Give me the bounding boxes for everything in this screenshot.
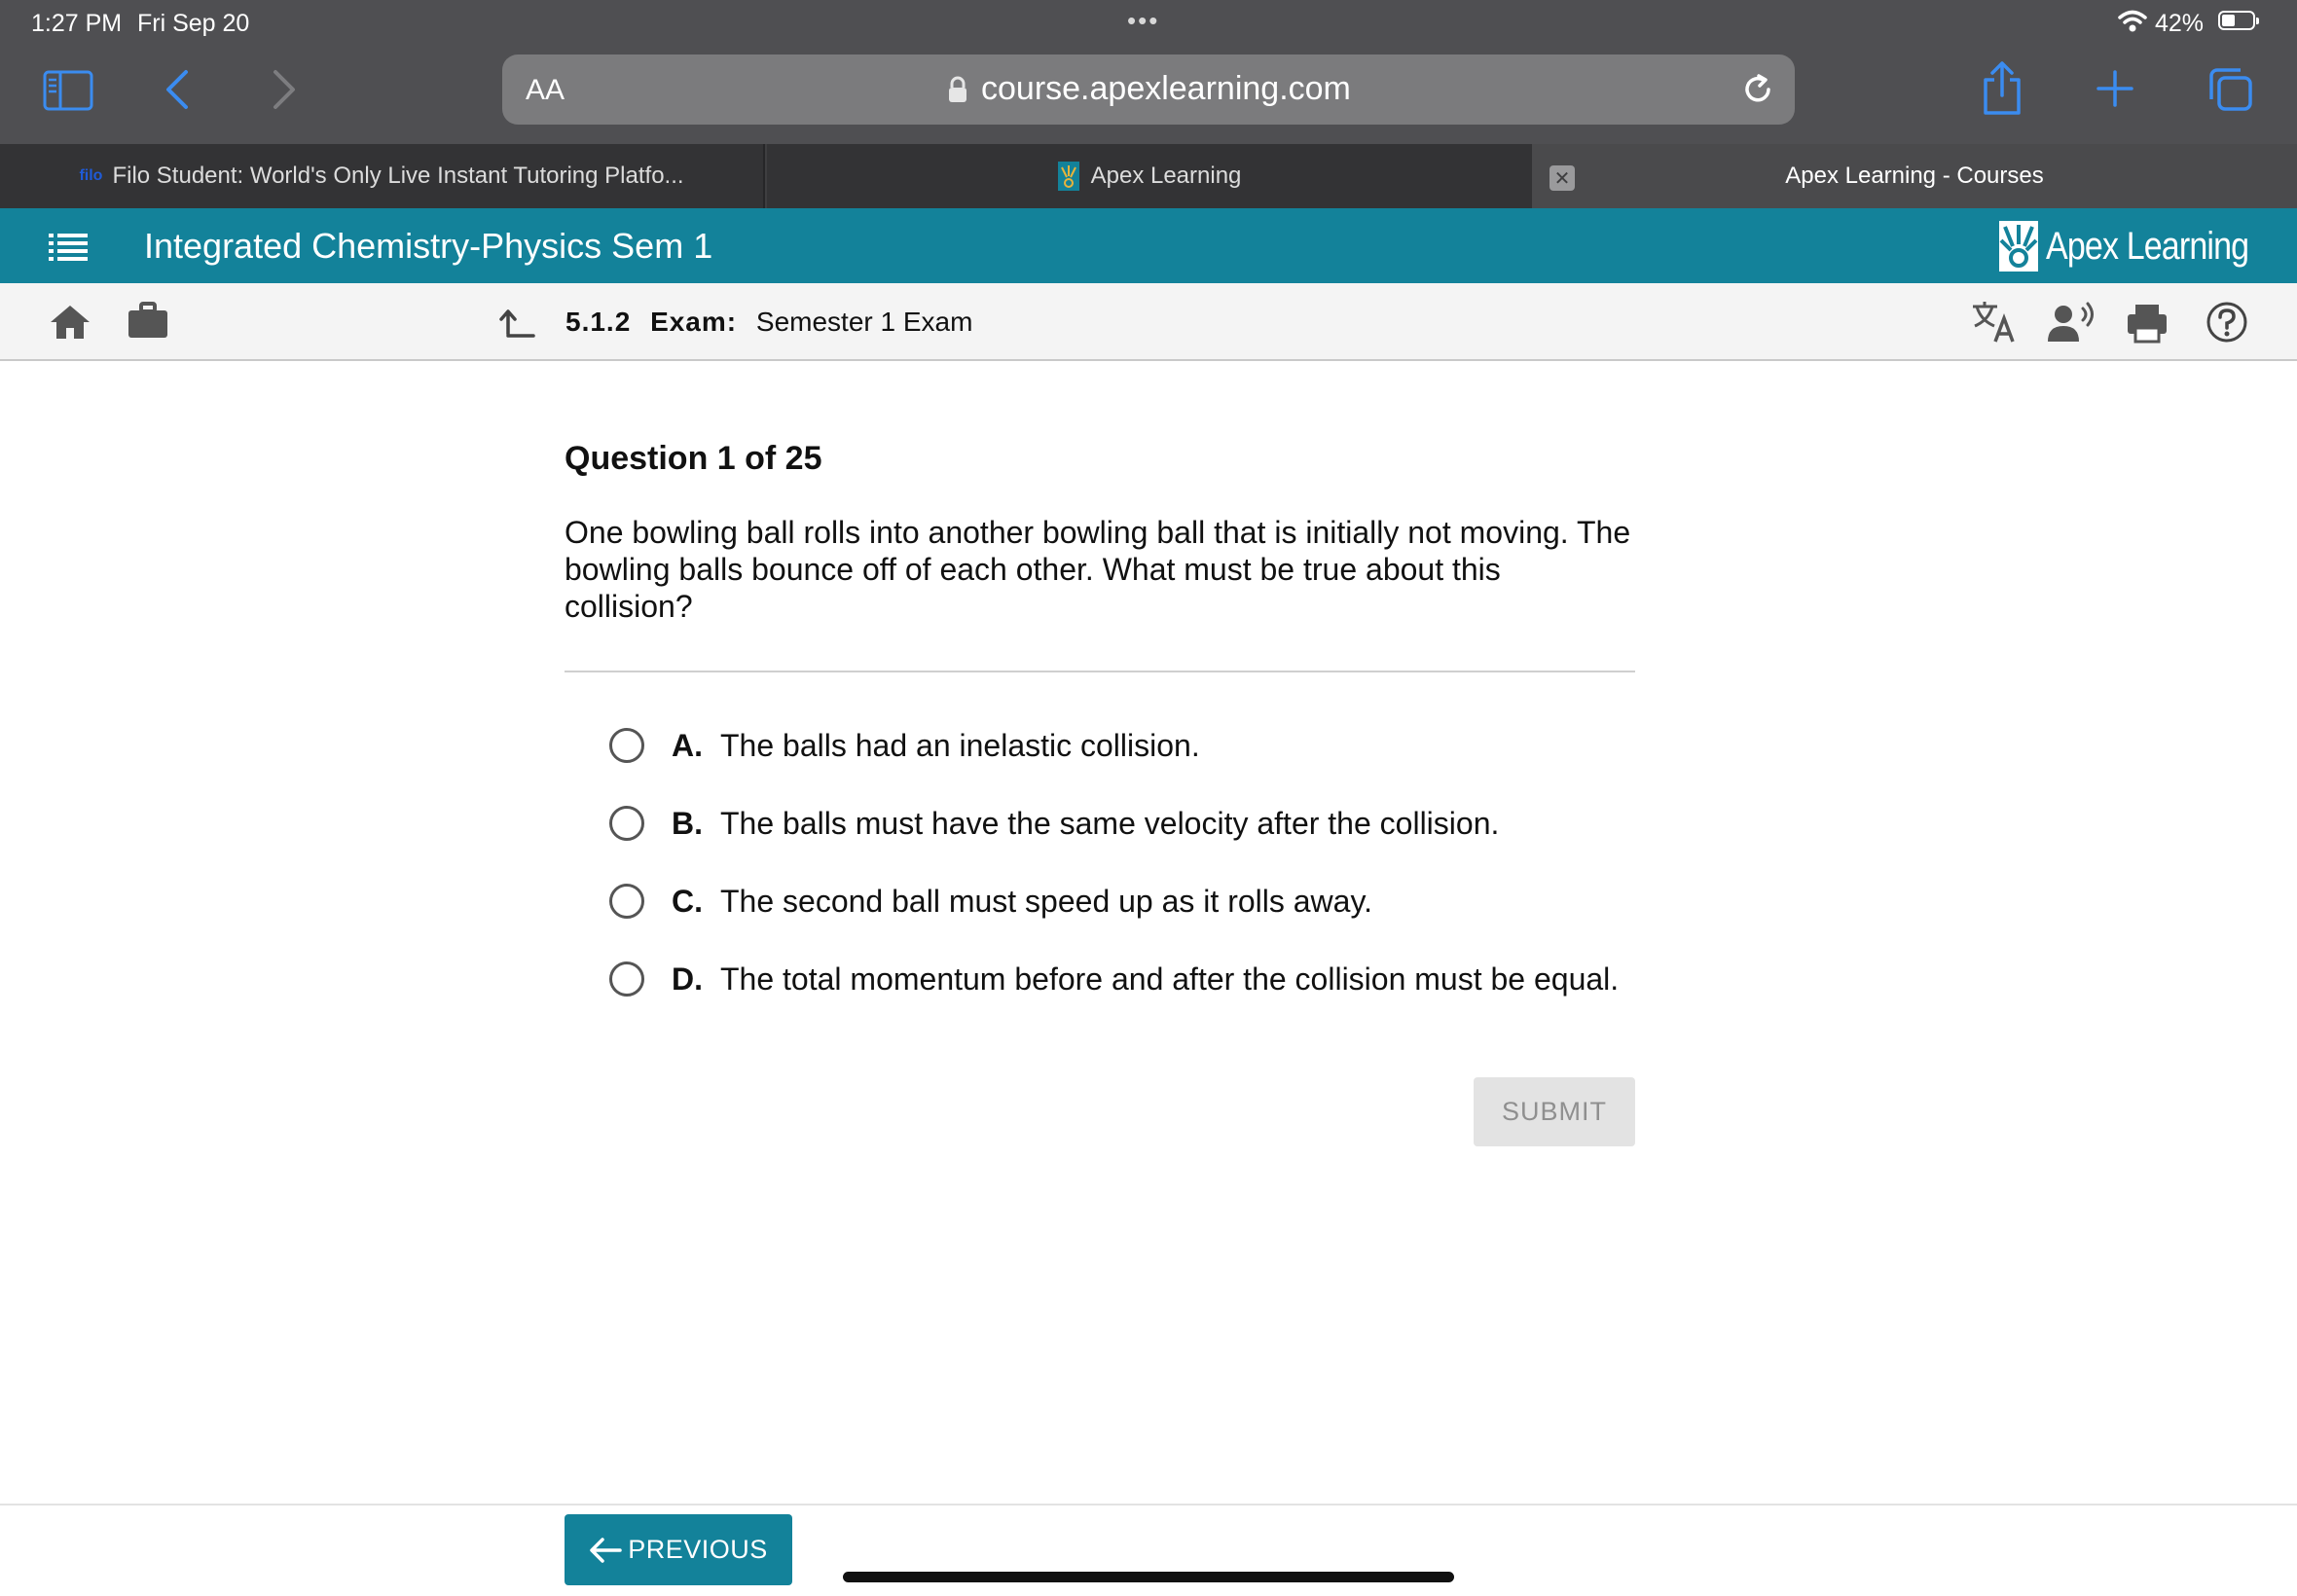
arrow-left-icon [589, 1538, 622, 1563]
status-date: Fri Sep 20 [137, 10, 250, 37]
tab-label: Apex Learning [1090, 163, 1242, 189]
menu-icon[interactable] [49, 232, 88, 261]
sidebar-icon[interactable] [43, 70, 93, 111]
status-time: 1:27 PM [31, 10, 123, 37]
help-icon[interactable] [2206, 301, 2248, 344]
tab-label: Apex Learning - Courses [1785, 163, 2044, 189]
choice-text: The balls must have the same velocity after the collision. [720, 805, 1500, 841]
tabs-overview-icon[interactable] [2207, 66, 2254, 113]
browser-toolbar [0, 0, 2297, 144]
up-level-icon[interactable] [498, 303, 537, 342]
activity-name: Semester 1 Exam [755, 307, 973, 337]
answer-choice-a[interactable] [609, 722, 1200, 769]
course-title: Integrated Chemistry-Physics Sem 1 [144, 226, 713, 266]
question-heading: Question 1 of 25 [565, 440, 822, 477]
radio-button[interactable] [609, 728, 644, 763]
previous-button[interactable] [565, 1514, 792, 1585]
plus-icon[interactable] [2093, 66, 2137, 111]
home-icon[interactable] [49, 303, 91, 342]
url-text[interactable]: course.apexlearning.com [981, 70, 1351, 107]
tab-filo-student[interactable] [0, 144, 765, 208]
activity-kind: Exam: [650, 307, 738, 337]
radio-button[interactable] [609, 884, 644, 919]
battery-level [2222, 15, 2235, 26]
tab-apex-learning[interactable] [767, 144, 1532, 208]
choice-text: The second ball must speed up as it rolls away. [720, 883, 1372, 919]
multitasking-dots-icon[interactable]: ••• [1127, 6, 1160, 35]
divider [565, 671, 1635, 672]
wifi-icon [2118, 10, 2147, 33]
radio-button[interactable] [609, 961, 644, 997]
lock-icon [948, 76, 967, 103]
home-indicator [843, 1572, 1454, 1582]
reload-icon[interactable] [1738, 70, 1777, 109]
text-size-button[interactable]: AA [526, 74, 565, 106]
answer-choice-c[interactable] [609, 878, 1372, 925]
choice-letter: D. [672, 961, 703, 997]
briefcase-icon[interactable] [127, 301, 169, 340]
tab-label: Filo Student: World's Only Live Instant Tutoring Platfo... [112, 163, 684, 189]
activity-number: 5.1.2 [565, 307, 632, 337]
status-bar [0, 0, 2297, 47]
question-text: One bowling ball rolls into another bowling ball that is initially not moving. The bowling balls bounce off of each other. What must be true about this collision? [565, 515, 1631, 624]
apex-logo[interactable] [1999, 220, 2284, 272]
filo-favicon: filo [79, 167, 103, 184]
close-tab-icon[interactable]: ✕ [1550, 165, 1575, 191]
radio-button[interactable] [609, 806, 644, 841]
tab-apex-courses[interactable] [1532, 144, 2297, 208]
course-header [0, 208, 2297, 283]
apex-logo-icon [1999, 221, 2038, 272]
translate-icon[interactable] [1970, 299, 2017, 344]
battery-icon [2218, 11, 2255, 30]
choice-letter: B. [672, 805, 703, 841]
activity-toolbar [0, 283, 2297, 361]
battery-percent: 42% [2155, 10, 2205, 37]
answer-choice-d[interactable] [609, 956, 1619, 1002]
address-bar[interactable] [502, 54, 1795, 125]
choice-text: The total momentum before and after the collision must be equal. [720, 961, 1620, 997]
answer-choice-b[interactable] [609, 800, 1499, 847]
apex-logo-text: Apex Learning [2046, 224, 2249, 268]
tab-strip [0, 144, 2297, 208]
apex-favicon-icon [1058, 162, 1079, 191]
share-icon[interactable] [1980, 60, 2024, 117]
choice-text: The balls had an inelastic collision. [720, 727, 1200, 763]
print-icon[interactable] [2126, 303, 2169, 344]
text-to-speech-icon[interactable] [2046, 301, 2095, 344]
breadcrumb [565, 307, 972, 338]
submit-button[interactable]: SUBMIT [1474, 1077, 1635, 1146]
chevron-right-icon[interactable] [265, 66, 304, 113]
choice-letter: A. [672, 727, 703, 763]
previous-label: PREVIOUS [628, 1535, 768, 1564]
chevron-left-icon[interactable] [158, 66, 197, 113]
choice-letter: C. [672, 883, 703, 919]
